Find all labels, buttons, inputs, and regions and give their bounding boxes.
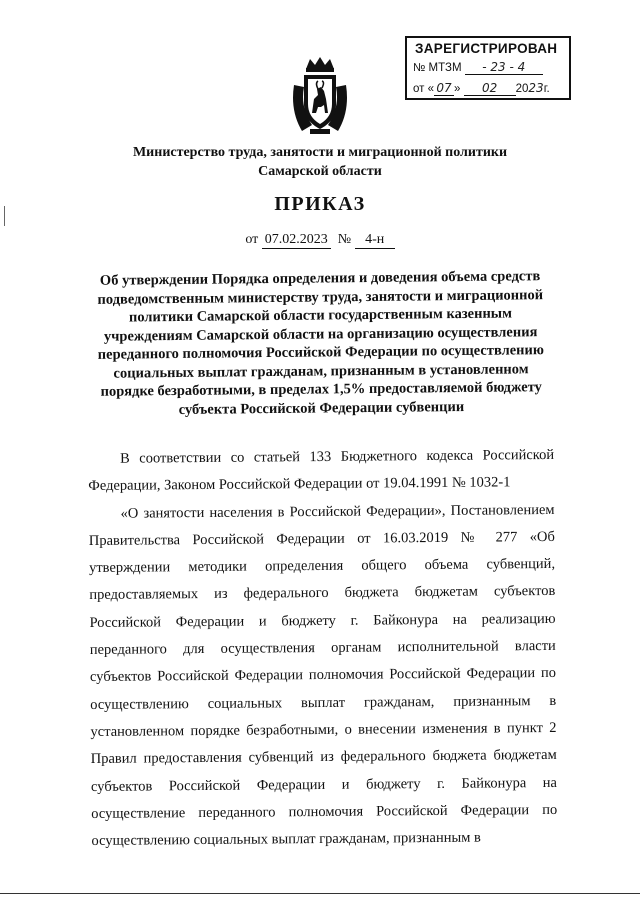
ministry-line-1: Министерство труда, занятости и миграционной политики (132, 145, 508, 160)
title-line: подведомственным министерству труда, занятости и миграционной (97, 286, 544, 308)
order-date: 07.02.2023 (262, 232, 331, 249)
stamp-date-row (413, 81, 550, 96)
title-line: переданного полномочия Российской Федерации по осуществлению (97, 342, 545, 363)
stamp-number-row (413, 60, 543, 75)
title-line: порядке безработными, в пределах 1,5% предоставляемой бюджету (100, 379, 542, 400)
page-bottom-edge (0, 893, 640, 894)
order-number: 4-н (355, 232, 395, 249)
stamp-date-year: 23 (528, 81, 544, 95)
stamp-number-value: - 23 - 4 (465, 60, 543, 75)
ministry-line-2: Самарской области (258, 164, 382, 179)
order-date-label: от (245, 232, 259, 247)
coat-of-arms-icon (288, 55, 352, 137)
title-line: учреждениям Самарской области на организацию осуществления (103, 323, 538, 345)
document-type: ПРИКАЗ (274, 193, 366, 215)
ministry-name (60, 143, 580, 181)
title-line: политики Самарской области государственным казенным (128, 305, 513, 326)
stamp-date-mid: » (454, 83, 461, 95)
stamp-number-label: № МТЗМ (413, 62, 462, 74)
title-line: социальных выплат гражданам, признанным в установленном (113, 360, 529, 382)
stamp-date-month: 02 (464, 81, 516, 96)
body-paragraph-1: В соответствии со статьей 133 Бюджетного кодекса Российской Федерации, Законом Российской Федерации от 19.04.1991 № 1032-1 (88, 446, 555, 495)
order-number-label: № (337, 232, 352, 247)
stamp-date-suffix: г. (543, 83, 550, 95)
order-date-number (0, 232, 640, 249)
title-line: субъекта Российской Федерации субвенции (178, 398, 465, 418)
stamp-title: ЗАРЕГИСТРИРОВАН (415, 41, 558, 56)
stamp-date-day: 07 (434, 81, 454, 96)
stamp-date-year-prefix: 20 (515, 83, 529, 95)
order-title (80, 267, 562, 420)
title-line: Об утверждении Порядка определения и доведения объема средств (99, 268, 541, 289)
registration-stamp (405, 36, 571, 100)
stamp-date-prefix: от « (413, 83, 435, 95)
body-paragraph-2: «О занятости населения в Российской Федерации», Постановлением Правительства Российской Федерации от 16.03.2019 № 277 «Об утверждении методики определения общего объема субвенций, предоставляемых из федерального бюджета бюджетам субъектов Российской Федерации и бюджету г. Байконура на реализацию переданного для осуществления органам исполнительной власти субъектов Российской Федерации полномочия Российской Федерации по осуществлению социальных выплат гражданам, признанным в установленном порядке безработными, о внесении изменения в пункт 2 Правил предоставления субвенций из федерального бюджета бюджетам субъектов Российской Федерации и бюджету г. Байконура на осуществление переданного полномочия Российской Федерации по осуществлению социальных выплат гражданам, признанным в (88, 501, 558, 850)
order-body (88, 442, 558, 856)
